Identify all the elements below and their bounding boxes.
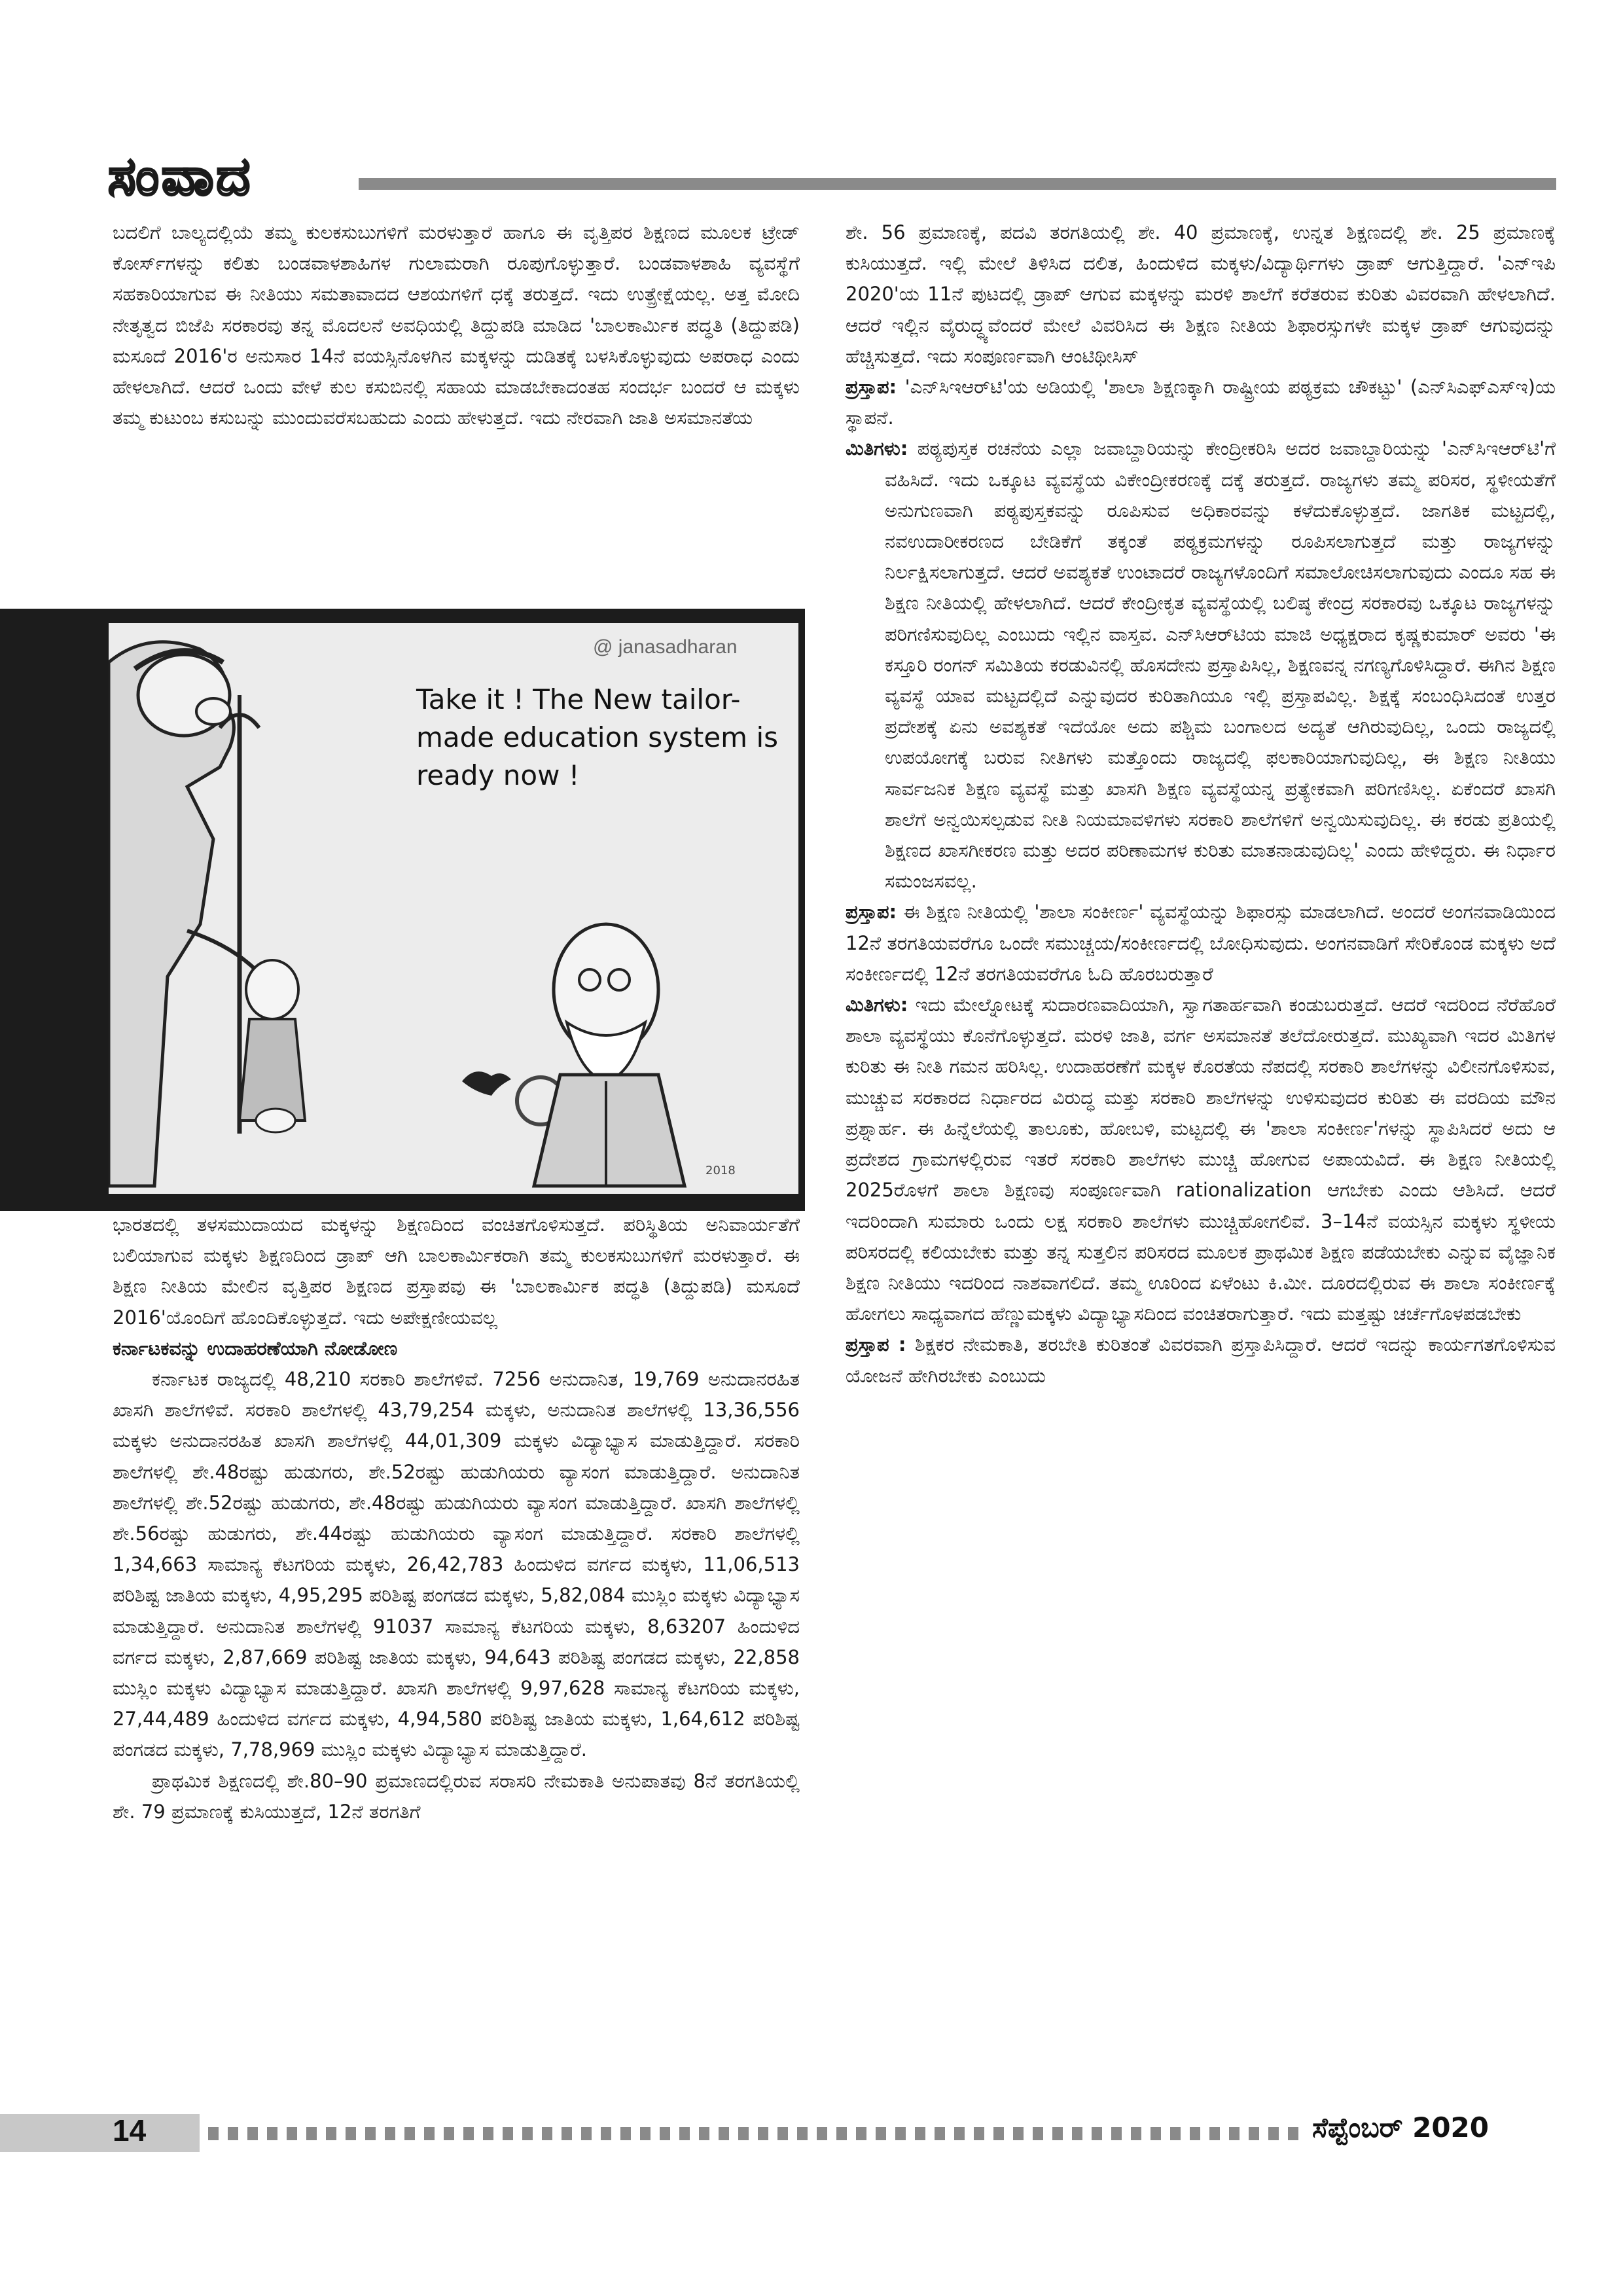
left-column-bottom	[113, 1210, 800, 1827]
limitations-label: ಮಿತಿಗಳು:	[846, 437, 908, 460]
footer-page-bar	[0, 2114, 200, 2152]
paragraph: ಬದಲಿಗೆ ಬಾಲ್ಯದಲ್ಲಿಯೆ ತಮ್ಮ ಕುಲಕಸುಬುಗಳಿಗೆ ಮರಳುತ್ತಾರೆ ಹಾಗೂ ಈ ವೃತ್ತಿಪರ ಶಿಕ್ಷಣದ ಮೂಲಕ ಟ್ರೇಡ್ ಕೋರ್ಸ್‌ಗಳನ್ನು ಕಲಿತು ಬಂಡವಾಳಶಾಹಿಗಳ ಗುಲಾಮರಾಗಿ ರೂಪುಗೊಳ್ಳುತ್ತಾರೆ. ಬಂಡವಾಳಶಾಹಿ ವ್ಯವಸ್ಥೆಗೆ ಸಹಕಾರಿಯಾಗುವ ಈ ನೀತಿಯು ಸಮತಾವಾದದ ಆಶಯಗಳಿಗೆ ಧಕ್ಕೆ ತರುತ್ತದೆ. ಇದು ಉತ್ಪ್ರೇಕ್ಷೆಯಲ್ಲ. ಅತ್ತ ಮೋದಿ ನೇತೃತ್ವದ ಬಿಜೆಪಿ ಸರಕಾರವು ತನ್ನ ಮೊದಲನೆ ಅವಧಿಯಲ್ಲಿ ತಿದ್ದುಪಡಿ ಮಾಡಿದ 'ಬಾಲಕಾರ್ಮಿಕ ಪದ್ಧತಿ (ತಿದ್ದುಪಡಿ) ಮಸೂದೆ 2016'ರ ಅನುಸಾರ 14ನೆ ವಯಸ್ಸಿನೊಳಗಿನ ಮಕ್ಕಳನ್ನು ದುಡಿತಕ್ಕೆ ಬಳಸಿಕೊಳ್ಳುವುದು ಅಪರಾಧ ಎಂದು ಹೇಳಲಾಗಿದೆ. ಆದರೆ ಒಂದು ವೇಳೆ ಕುಲ ಕಸುಬಿನಲ್ಲಿ ಸಹಾಯ ಮಾಡಬೇಕಾದಂತಹ ಸಂದರ್ಭ ಬಂದರೆ ಆ ಮಕ್ಕಳು ತಮ್ಮ ಕುಟುಂಬ ಕಸುಬನ್ನು ಮುಂದುವರೆಸಬಹುದು ಎಂದು ಹೇಳುತ್ತದೆ. ಇದು ನೇರವಾಗಿ ಜಾತಿ ಅಸಮಾನತೆಯ	[113, 221, 800, 429]
page-number: 14	[113, 2113, 147, 2147]
cartoon-speech-caption: Take it ! The New tailor-made education system is ready now !	[416, 683, 778, 791]
paragraph: ಶೇ. 56 ಪ್ರಮಾಣಕ್ಕೆ, ಪದವಿ ತರಗತಿಯಲ್ಲಿ ಶೇ. 40 ಪ್ರಮಾಣಕ್ಕೆ, ಉನ್ನತ ಶಿಕ್ಷಣದಲ್ಲಿ ಶೇ. 25 ಪ್ರಮಾಣಕ್ಕೆ ಕುಸಿಯುತ್ತದೆ. ಇಲ್ಲಿ ಮೇಲೆ ತಿಳಿಸಿದ ದಲಿತ, ಹಿಂದುಳಿದ ಮಕ್ಕಳು/ವಿದ್ಯಾರ್ಥಿಗಳು ಡ್ರಾಪ್ ಆಗುತ್ತಿದ್ದಾರೆ. 'ಎನ್‌ಇಪಿ 2020'ಯ 11ನೆ ಪುಟದಲ್ಲಿ ಡ್ರಾಪ್ ಆಗುವ ಮಕ್ಕಳನ್ನು ಮರಳಿ ಶಾಲೆಗೆ ಕರೆತರುವ ಕುರಿತು ವಿವರವಾಗಿ ಹೇಳಲಾಗಿದೆ. ಆದರೆ ಇಲ್ಲಿನ ವೈರುದ್ಧ್ಯವೆಂದರೆ ಮೇಲೆ ವಿವರಿಸಿದ ಈ ಶಿಕ್ಷಣ ನೀತಿಯ ಶಿಫಾರಸ್ಸುಗಳೇ ಮಕ್ಕಳ ಡ್ರಾಪ್ ಆಗುವುದನ್ನು ಹೆಚ್ಚಿಸುತ್ತದೆ. ಇದು ಸಂಪೂರ್ಣವಾಗಿ ಆಂಟಿಥೀಸಿಸ್	[846, 221, 1556, 367]
proposal-label: ಪ್ರಸ್ತಾಪ :	[846, 1333, 906, 1356]
limitations-text: ಪಠ್ಯಪುಸ್ತಕ ರಚನೆಯ ಎಲ್ಲಾ ಜವಾಬ್ದಾರಿಯನ್ನು ಕೇಂದ್ರೀಕರಿಸಿ ಅದರ ಜವಾಬ್ದಾರಿಯನ್ನು 'ಎನ್‌ಸಿಇಆರ್‌ಟಿ'ಗೆ ವಹಿಸಿದೆ. ಇದು ಒಕ್ಕೂಟ ವ್ಯವಸ್ಥೆಯ ವಿಕೇಂದ್ರೀಕರಣಕ್ಕೆ ದಕ್ಕೆ ತರುತ್ತದೆ. ರಾಜ್ಯಗಳು ತಮ್ಮ ಪರಿಸರ, ಸ್ಥಳೀಯತೆಗೆ ಅನುಗುಣವಾಗಿ ಪಠ್ಯಪುಸ್ತಕವನ್ನು ರೂಪಿಸುವ ಅಧಿಕಾರವನ್ನು ಕಳೆದುಕೊಳ್ಳುತ್ತದೆ. ಜಾಗತಿಕ ಮಟ್ಟದಲ್ಲಿ, ನವಉದಾರೀಕರಣದ ಬೇಡಿಕೆಗೆ ತಕ್ಕಂತೆ ಪಠ್ಯಕ್ರಮಗಳನ್ನು ರೂಪಿಸಲಾಗುತ್ತದೆ ಮತ್ತು ರಾಜ್ಯಗಳನ್ನು ನಿರ್ಲಕ್ಷಿಸಲಾಗುತ್ತದೆ. ಆದರೆ ಅವಶ್ಯಕತೆ ಉಂಟಾದರೆ ರಾಜ್ಯಗಳೊಂದಿಗೆ ಸಮಾಲೋಚಿಸಲಾಗುವುದು ಎಂದೂ ಸಹ ಈ ಶಿಕ್ಷಣ ನೀತಿಯಲ್ಲಿ ಹೇಳಲಾಗಿದೆ. ಆದರೆ ಕೇಂದ್ರೀಕೃತ ವ್ಯವಸ್ಥೆಯಲ್ಲಿ ಬಲಿಷ್ಠ ಕೇಂದ್ರ ಸರಕಾರವು ಒಕ್ಕೂಟ ರಾಜ್ಯಗಳನ್ನು ಪರಿಗಣಿಸುವುದಿಲ್ಲ ಎಂಬುದು ಇಲ್ಲಿನ ವಾಸ್ತವ. ಎನ್‌ಸಿಆರ್‌ಟಿಯ ಮಾಜಿ ಅಧ್ಯಕ್ಷರಾದ ಕೃಷ್ಣಕುಮಾರ್ ಅವರು 'ಈ ಕಸ್ತೂರಿ ರಂಗನ್ ಸಮಿತಿಯ ಕರಡುವಿನಲ್ಲಿ ಹೊಸದೇನು ಪ್ರಸ್ತಾಪಿಸಿಲ್ಲ, ಶಿಕ್ಷಣವನ್ನ ನಗಣ್ಯಗೊಳಿಸಿದ್ದಾರೆ. ಈಗಿನ ಶಿಕ್ಷಣ ವ್ಯವಸ್ಥೆ ಯಾವ ಮಟ್ಟದಲ್ಲಿದೆ ಎನ್ನುವುದರ ಕುರಿತಾಗಿಯೂ ಇಲ್ಲಿ ಪ್ರಸ್ತಾಪವಿಲ್ಲ. ಶಿಕ್ಷಕ್ಕೆ ಸಂಬಂಧಿಸಿದಂತೆ ಉತ್ತರ ಪ್ರದೇಶಕ್ಕೆ ಏನು ಅವಶ್ಯಕತೆ ಇದೆಯೋ ಅದು ಪಶ್ಚಿಮ ಬಂಗಾಲದ ಅದ್ಯತೆ ಆಗಿರುವುದಿಲ್ಲ, ಒಂದು ರಾಜ್ಯದಲ್ಲಿ ಉಪಯೋಗಕ್ಕೆ ಬರುವ ನೀತಿಗಳು ಮತ್ತೊಂದು ರಾಜ್ಯದಲ್ಲಿ ಫಲಕಾರಿಯಾಗುವುದಿಲ್ಲ, ಈ ಶಿಕ್ಷಣ ನೀತಿಯು ಸಾರ್ವಜನಿಕ ಶಿಕ್ಷಣ ವ್ಯವಸ್ಥೆ ಮತ್ತು ಖಾಸಗಿ ಶಿಕ್ಷಣ ವ್ಯವಸ್ಥೆಯನ್ನ ಪ್ರತ್ಯೇಕವಾಗಿ ಪರಿಗಣಿಸಿಲ್ಲ. ಏಕೆಂದರೆ ಖಾಸಗಿ ಶಾಲೆಗೆ ಅನ್ವಯಿಸಲ್ಪಡುವ ನೀತಿ ನಿಯಮಾವಳಿಗಳು ಸರಕಾರಿ ಶಾಲೆಗಳಿಗೆ ಅನ್ವಯಿಸುವುದಿಲ್ಲ. ಈ ಕರಡು ಪ್ರತಿಯಲ್ಲಿ ಶಿಕ್ಷಣದ ಖಾಸಗೀಕರಣ ಮತ್ತು ಅದರ ಪರಿಣಾಮಗಳ ಕುರಿತು ಮಾತನಾಡುವುದಿಲ್ಲ' ಎಂದು ಹೇಳಿದ್ದರು. ಈ ನಿರ್ಧಾರ ಸಮಂಜಸವಲ್ಲ.	[885, 437, 1556, 893]
proposal-block	[846, 897, 1556, 990]
paragraph: ಪ್ರಾಥಮಿಕ ಶಿಕ್ಷಣದಲ್ಲಿ ಶೇ.80–90 ಪ್ರಮಾಣದಲ್ಲಿರುವ ಸರಾಸರಿ ನೇಮಕಾತಿ ಅನುಪಾತವು 8ನೆ ತರಗತಿಯಲ್ಲಿ ಶೇ. 79 ಪ್ರಮಾಣಕ್ಕೆ ಕುಸಿಯುತ್ತದೆ, 12ನೆ ತರಗತಿಗೆ	[113, 1769, 800, 1823]
header-rule	[359, 178, 1556, 190]
limitations-block	[846, 433, 1556, 897]
cartoon-signature: 2018	[705, 1164, 736, 1177]
proposal-label: ಪ್ರಸ್ತಾಪ:	[846, 901, 897, 924]
issue-date: ಸೆಪ್ಟೆಂಬರ್ 2020	[1312, 2111, 1489, 2144]
cartoon-handle: @ janasadharan	[593, 636, 738, 658]
limitations-block	[846, 990, 1556, 1329]
limitations-label: ಮಿತಿಗಳು:	[846, 994, 908, 1016]
proposal-text: ಶಿಕ್ಷಕರ ನೇಮಕಾತಿ, ತರಬೇತಿ ಕುರಿತಂತೆ ವಿವರವಾಗಿ ಪ್ರಸ್ತಾಪಿಸಿದ್ದಾರೆ. ಆದರೆ ಇದನ್ನು ಕಾರ್ಯಗತಗೊಳಿಸುವ ಯೋಜನೆ ಹೇಗಿರಬೇಕು ಎಂಬುದು	[846, 1333, 1556, 1387]
editorial-cartoon	[106, 620, 801, 1196]
paragraph: ಭಾರತದಲ್ಲಿ ತಳಸಮುದಾಯದ ಮಕ್ಕಳನ್ನು ಶಿಕ್ಷಣದಿಂದ ವಂಚಿತಗೊಳಿಸುತ್ತದೆ. ಪರಿಸ್ಥಿತಿಯ ಅನಿವಾರ್ಯತೆಗೆ ಬಲಿಯಾಗುವ ಮಕ್ಕಳು ಶಿಕ್ಷಣದಿಂದ ಡ್ರಾಪ್ ಆಗಿ ಬಾಲಕಾರ್ಮಿಕರಾಗಿ ತಮ್ಮ ಕುಲಕಸುಬುಗಳಿಗೆ ಮರಳುತ್ತಾರೆ. ಈ ಶಿಕ್ಷಣ ನೀತಿಯ ಮೇಲಿನ ವೃತ್ತಿಪರ ಶಿಕ್ಷಣದ ಪ್ರಸ್ತಾಪವು ಈ 'ಬಾಲಕಾರ್ಮಿಕ ಪದ್ಧತಿ (ತಿದ್ದುಪಡಿ) ಮಸೂದೆ 2016'ಯೊಂದಿಗೆ ಹೊಂದಿಕೊಳ್ಳುತ್ತದೆ. ಇದು ಅಪೇಕ್ಷಣೀಯವಲ್ಲ	[113, 1213, 800, 1329]
proposal-text: ಈ ಶಿಕ್ಷಣ ನೀತಿಯಲ್ಲಿ 'ಶಾಲಾ ಸಂಕೀರ್ಣ' ವ್ಯವಸ್ಥೆಯನ್ನು ಶಿಫಾರಸ್ಸು ಮಾಡಲಾಗಿದೆ. ಅಂದರೆ ಅಂಗನವಾಡಿಯಿಂದ 12ನೆ ತರಗತಿಯವರೆಗೂ ಒಂದೇ ಸಮುಚ್ಚಯ/ಸಂಕೀರ್ಣದಲ್ಲಿ ಬೋಧಿಸುವುದು. ಅಂಗನವಾಡಿಗೆ ಸೇರಿಕೊಂಡ ಮಕ್ಕಳು ಅದೆ ಸಂಕೀರ್ಣದಲ್ಲಿ 12ನೆ ತರಗತಿಯವರೆಗೂ ಓದಿ ಹೊರಬರುತ್ತಾರೆ	[846, 901, 1556, 985]
paragraph: ಕರ್ನಾಟಕ ರಾಜ್ಯದಲ್ಲಿ 48,210 ಸರಕಾರಿ ಶಾಲೆಗಳಿವೆ. 7256 ಅನುದಾನಿತ, 19,769 ಅನುದಾನರಹಿತ ಖಾಸಗಿ ಶಾಲೆಗಳಿವೆ. ಸರಕಾರಿ ಶಾಲೆಗಳಲ್ಲಿ 43,79,254 ಮಕ್ಕಳು, ಅನುದಾನಿತ ಶಾಲೆಗಳಲ್ಲಿ 13,36,556 ಮಕ್ಕಳು ಅನುದಾನರಹಿತ ಖಾಸಗಿ ಶಾಲೆಗಳಲ್ಲಿ 44,01,309 ಮಕ್ಕಳು ವಿದ್ಯಾಭ್ಯಾಸ ಮಾಡುತ್ತಿದ್ದಾರೆ. ಸರಕಾರಿ ಶಾಲೆಗಳಲ್ಲಿ ಶೇ.48ರಷ್ಟು ಹುಡುಗರು, ಶೇ.52ರಷ್ಟು ಹುಡುಗಿಯರು ವ್ಯಾಸಂಗ ಮಾಡುತ್ತಿದ್ದಾರೆ. ಅನುದಾನಿತ ಶಾಲೆಗಳಲ್ಲಿ ಶೇ.52ರಷ್ಟು ಹುಡುಗರು, ಶೇ.48ರಷ್ಟು ಹುಡುಗಿಯರು ವ್ಯಾಸಂಗ ಮಾಡುತ್ತಿದ್ದಾರೆ. ಖಾಸಗಿ ಶಾಲೆಗಳಲ್ಲಿ ಶೇ.56ರಷ್ಟು ಹುಡುಗರು, ಶೇ.44ರಷ್ಟು ಹುಡುಗಿಯರು ವ್ಯಾಸಂಗ ಮಾಡುತ್ತಿದ್ದಾರೆ. ಸರಕಾರಿ ಶಾಲೆಗಳಲ್ಲಿ 1,34,663 ಸಾಮಾನ್ಯ ಕೆಟಗರಿಯ ಮಕ್ಕಳು, 26,42,783 ಹಿಂದುಳಿದ ವರ್ಗದ ಮಕ್ಕಳು, 11,06,513 ಪರಿಶಿಷ್ಟ ಜಾತಿಯ ಮಕ್ಕಳು, 4,95,295 ಪರಿಶಿಷ್ಟ ಪಂಗಡದ ಮಕ್ಕಳು, 5,82,084 ಮುಸ್ಲಿಂ ಮಕ್ಕಳು ವಿದ್ಯಾಭ್ಯಾಸ ಮಾಡುತ್ತಿದ್ದಾರೆ. ಅನುದಾನಿತ ಶಾಲೆಗಳಲ್ಲಿ 91037 ಸಾಮಾನ್ಯ ಕೆಟಗರಿಯ ಮಕ್ಕಳು, 8,63207 ಹಿಂದುಳಿದ ವರ್ಗದ ಮಕ್ಕಳು, 2,87,669 ಪರಿಶಿಷ್ಟ ಜಾತಿಯ ಮಕ್ಕಳು, 94,643 ಪರಿಶಿಷ್ಟ ಪಂಗಡದ ಮಕ್ಕಳು, 22,858 ಮುಸ್ಲಿಂ ಮಕ್ಕಳು ವಿದ್ಯಾಭ್ಯಾಸ ಮಾಡುತ್ತಿದ್ದಾರೆ. ಖಾಸಗಿ ಶಾಲೆಗಳಲ್ಲಿ 9,97,628 ಸಾಮಾನ್ಯ ಕೆಟಗರಿಯ ಮಕ್ಕಳು, 27,44,489 ಹಿಂದುಳಿದ ವರ್ಗದ ಮಕ್ಕಳು, 4,94,580 ಪರಿಶಿಷ್ಟ ಜಾತಿಯ ಮಕ್ಕಳು, 1,64,612 ಪರಿಶಿಷ್ಟ ಪಂಗಡದ ಮಕ್ಕಳು, 7,78,969 ಮುಸ್ಲಿಂ ಮಕ್ಕಳು ವಿದ್ಯಾಭ್ಯಾಸ ಮಾಡುತ್ತಿದ್ದಾರೆ.	[113, 1368, 800, 1761]
footer-dotted-rule	[208, 2127, 1301, 2140]
proposal-text: 'ಎನ್‌ಸಿಇಆರ್‌ಟಿ'ಯ ಅಡಿಯಲ್ಲಿ 'ಶಾಲಾ ಶಿಕ್ಷಣಕ್ಕಾಗಿ ರಾಷ್ಟ್ರೀಯ ಪಠ್ಯಕ್ರಮ ಚೌಕಟ್ಟು' (ಎನ್‌ಸಿಎಫ್‌ಎಸ್‌ಇ)ಯ ಸ್ಥಾಪನೆ.	[846, 376, 1556, 429]
left-column-top	[113, 217, 800, 433]
proposal-block	[846, 1329, 1556, 1391]
magazine-section-logo: ಸಂವಾದ	[108, 145, 253, 207]
proposal-label: ಪ್ರಸ್ತಾಪ:	[846, 376, 897, 399]
proposal-block	[846, 372, 1556, 433]
right-column	[846, 217, 1556, 1391]
limitations-text: ಇದು ಮೇಲ್ನೋಟಕ್ಕೆ ಸುದಾರಣವಾದಿಯಾಗಿ, ಸ್ವಾಗತಾರ್ಹವಾಗಿ ಕಂಡುಬರುತ್ತದೆ. ಆದರೆ ಇದರಿಂದ ನೆರೆಹೊರೆ ಶಾಲಾ ವ್ಯವಸ್ಥೆಯು ಕೊನೆಗೊಳ್ಳುತ್ತದೆ. ಮರಳಿ ಜಾತಿ, ವರ್ಗ ಅಸಮಾನತೆ ತಲೆದೋರುತ್ತದೆ. ಮುಖ್ಯವಾಗಿ ಇದರ ಮಿತಿಗಳ ಕುರಿತು ಈ ನೀತಿ ಗಮನ ಹರಿಸಿಲ್ಲ. ಉದಾಹರಣೆಗೆ ಮಕ್ಕಳ ಕೊರತೆಯ ನೆಪದಲ್ಲಿ ಸರಕಾರಿ ಶಾಲೆಗಳನ್ನು ವಿಲೀನಗೊಳಿಸುವ, ಮುಚ್ಚುವ ಸರಕಾರದ ನಿರ್ಧಾರದ ವಿರುದ್ಧ ಮತ್ತು ಸರಕಾರಿ ಶಾಲೆಗಳನ್ನು ಉಳಿಸುವುದರ ಕುರಿತು ಈ ವರದಿಯ ಮೌನ ಪ್ರಶ್ನಾರ್ಹ. ಈ ಹಿನ್ನೆಲೆಯಲ್ಲಿ ತಾಲೂಕು, ಹೋಬಳಿ, ಮಟ್ಟದಲ್ಲಿ ಈ 'ಶಾಲಾ ಸಂಕೀರ್ಣ'ಗಳನ್ನು ಸ್ಥಾಪಿಸಿದರೆ ಅದು ಆ ಪ್ರದೇಶದ ಗ್ರಾಮಗಳಲ್ಲಿರುವ ಇತರೆ ಸರಕಾರಿ ಶಾಲೆಗಳು ಮುಚ್ಚಿ ಹೋಗುವ ಅಪಾಯವಿದೆ. ಈ ಶಿಕ್ಷಣ ನೀತಿಯಲ್ಲಿ 2025ರೊಳಗೆ ಶಾಲಾ ಶಿಕ್ಷಣವು ಸಂಪೂರ್ಣವಾಗಿ rationalization ಆಗಬೇಕು ಎಂದು ಆಶಿಸಿದೆ. ಆದರೆ ಇದರಿಂದಾಗಿ ಸುಮಾರು ಒಂದು ಲಕ್ಷ ಸರಕಾರಿ ಶಾಲೆಗಳು ಮುಚ್ಚಿಹೋಗಲಿವೆ. 3–14ನೆ ವಯಸ್ಸಿನ ಮಕ್ಕಳು ಸ್ಥಳೀಯ ಪರಿಸರದಲ್ಲಿ ಕಲಿಯಬೇಕು ಮತ್ತು ತನ್ನ ಸುತ್ತಲಿನ ಪರಿಸರದ ಮೂಲಕ ಪ್ರಾಥಮಿಕ ಶಿಕ್ಷಣ ಪಡೆಯಬೇಕು ಎನ್ನುವ ವೈಜ್ಞಾನಿಕ ಶಿಕ್ಷಣ ನೀತಿಯು ಇದರಿಂದ ನಾಶವಾಗಲಿದೆ. ತಮ್ಮ ಊರಿಂದ ಏಳೆಂಟು ಕಿ.ಮೀ. ದೂರದಲ್ಲಿರುವ ಈ ಶಾಲಾ ಸಂಕೀರ್ಣಕ್ಕೆ ಹೋಗಲು ಸಾಧ್ಯವಾಗದ ಹೆಣ್ಣುಮಕ್ಕಳು ವಿದ್ಯಾಭ್ಯಾಸದಿಂದ ವಂಚಿತರಾಗುತ್ತಾರೆ. ಇದು ಮತ್ತಷ್ಟು ಚರ್ಚೆಗೊಳಪಡಬೇಕು	[846, 994, 1556, 1325]
section-heading: ಕರ್ನಾಟಕವನ್ನು ಉದಾಹರಣೆಯಾಗಿ ನೋಡೋಣ	[113, 1336, 398, 1359]
